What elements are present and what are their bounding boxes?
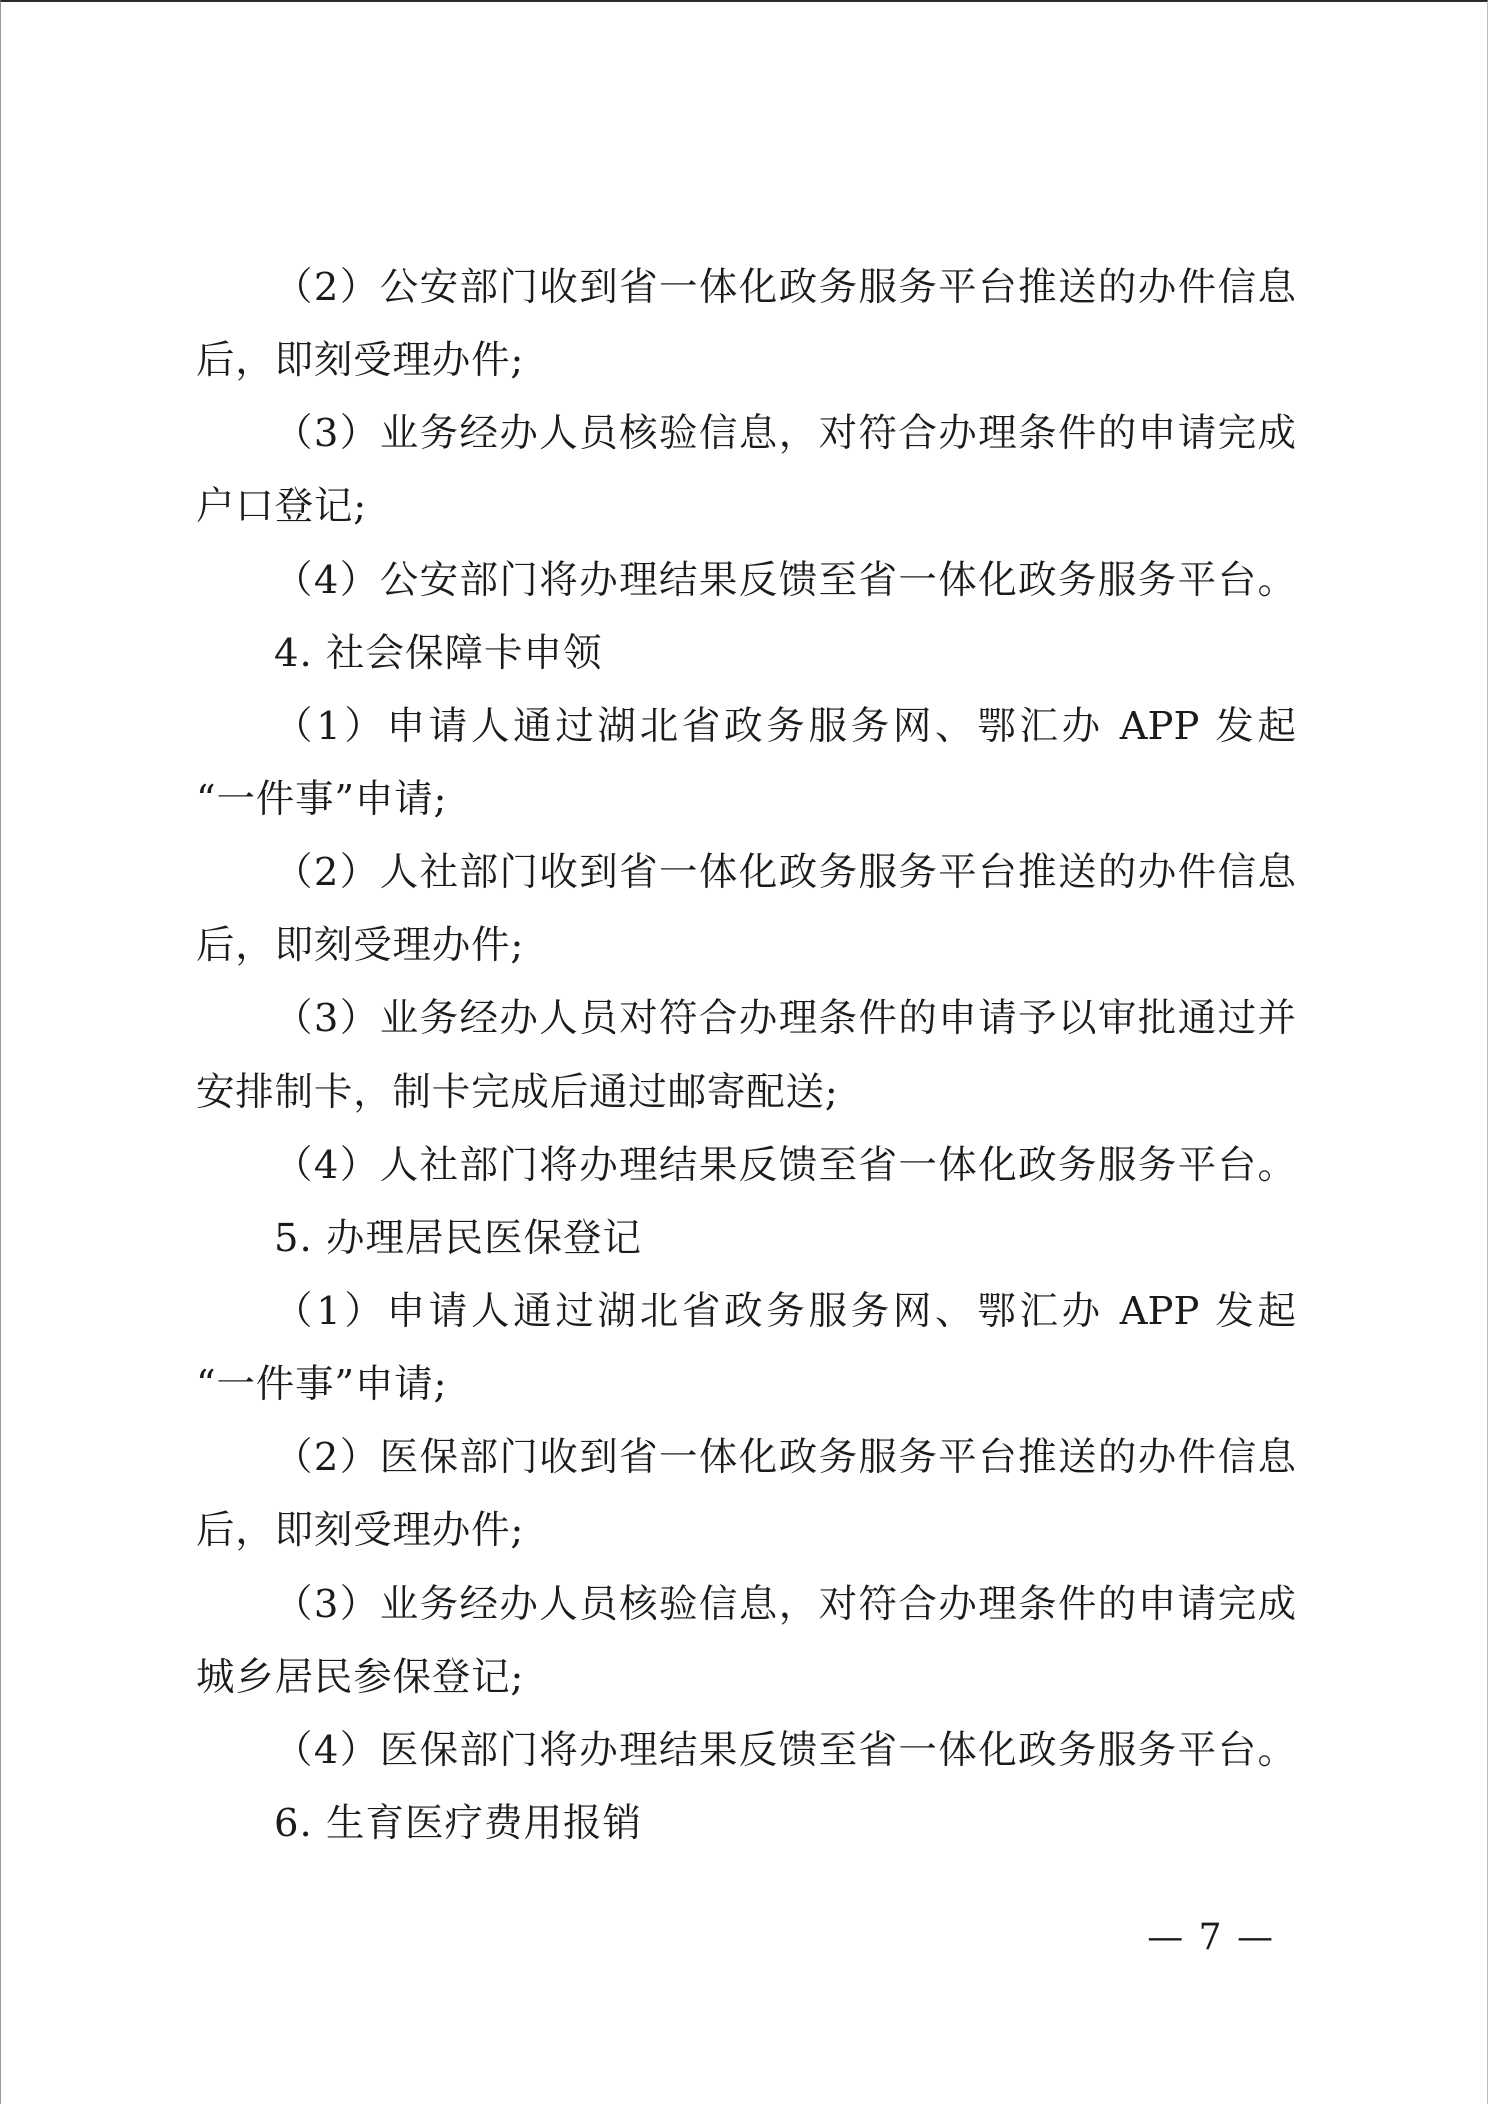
step-line: （4）医保部门将办理结果反馈至省一体化政务服务平台。: [274, 1727, 1296, 1773]
section-maternity-medical-reimbursement: [196, 1787, 1296, 1860]
step-line: 后，即刻受理办件;: [196, 338, 525, 384]
section-heading: 5. 办理居民医保登记: [274, 1215, 642, 1261]
step-line: （4）公安部门将办理结果反馈至省一体化政务服务平台。: [274, 557, 1296, 603]
step-line: （2）人社部门收到省一体化政务服务平台推送的办件信息: [274, 850, 1296, 896]
step-paragraph: [196, 1275, 1296, 1421]
step-line: 后，即刻受理办件;: [196, 1508, 525, 1554]
page-number: — 7 —: [1147, 1917, 1275, 1958]
step-paragraph: [196, 251, 1296, 397]
step-line: （2）公安部门收到省一体化政务服务平台推送的办件信息: [274, 265, 1296, 310]
document-body: [196, 251, 1296, 1860]
step-line: （3）业务经办人员核验信息，对符合办理条件的申请完成: [274, 411, 1296, 457]
section-heading: 6. 生育医疗费用报销: [274, 1800, 642, 1846]
step-line: “一件事”申请;: [196, 1362, 448, 1408]
step-paragraph: [196, 982, 1296, 1128]
section-social-security-card: [196, 617, 1296, 1202]
step-paragraph: [196, 1714, 1296, 1787]
step-paragraph: [196, 1129, 1296, 1202]
step-line: 城乡居民参保登记;: [196, 1654, 525, 1700]
step-line: （2）医保部门收到省一体化政务服务平台推送的办件信息: [274, 1435, 1296, 1481]
step-line: （1）申请人通过湖北省政务服务网、鄂汇办 APP 发起: [274, 1288, 1296, 1334]
step-line: 后，即刻受理办件;: [196, 923, 525, 969]
step-line: （4）人社部门将办理结果反馈至省一体化政务服务平台。: [274, 1142, 1296, 1188]
continued-steps: [196, 251, 1296, 617]
step-line: 户口登记;: [196, 484, 367, 530]
step-paragraph: [196, 836, 1296, 982]
section-heading: 4. 社会保障卡申领: [274, 630, 603, 676]
step-line: 安排制卡，制卡完成后通过邮寄配送;: [196, 1069, 839, 1115]
step-paragraph: [196, 397, 1296, 543]
section-resident-medical-insurance: [196, 1202, 1296, 1787]
step-paragraph: [196, 1421, 1296, 1567]
step-paragraph: [196, 1568, 1296, 1714]
step-paragraph: [196, 544, 1296, 617]
step-line: “一件事”申请;: [196, 776, 448, 822]
step-paragraph: [196, 690, 1296, 836]
step-line: （3）业务经办人员对符合办理条件的申请予以审批通过并: [274, 996, 1296, 1042]
step-line: （3）业务经办人员核验信息，对符合办理条件的申请完成: [274, 1581, 1296, 1627]
step-line: （1）申请人通过湖北省政务服务网、鄂汇办 APP 发起: [274, 703, 1296, 749]
